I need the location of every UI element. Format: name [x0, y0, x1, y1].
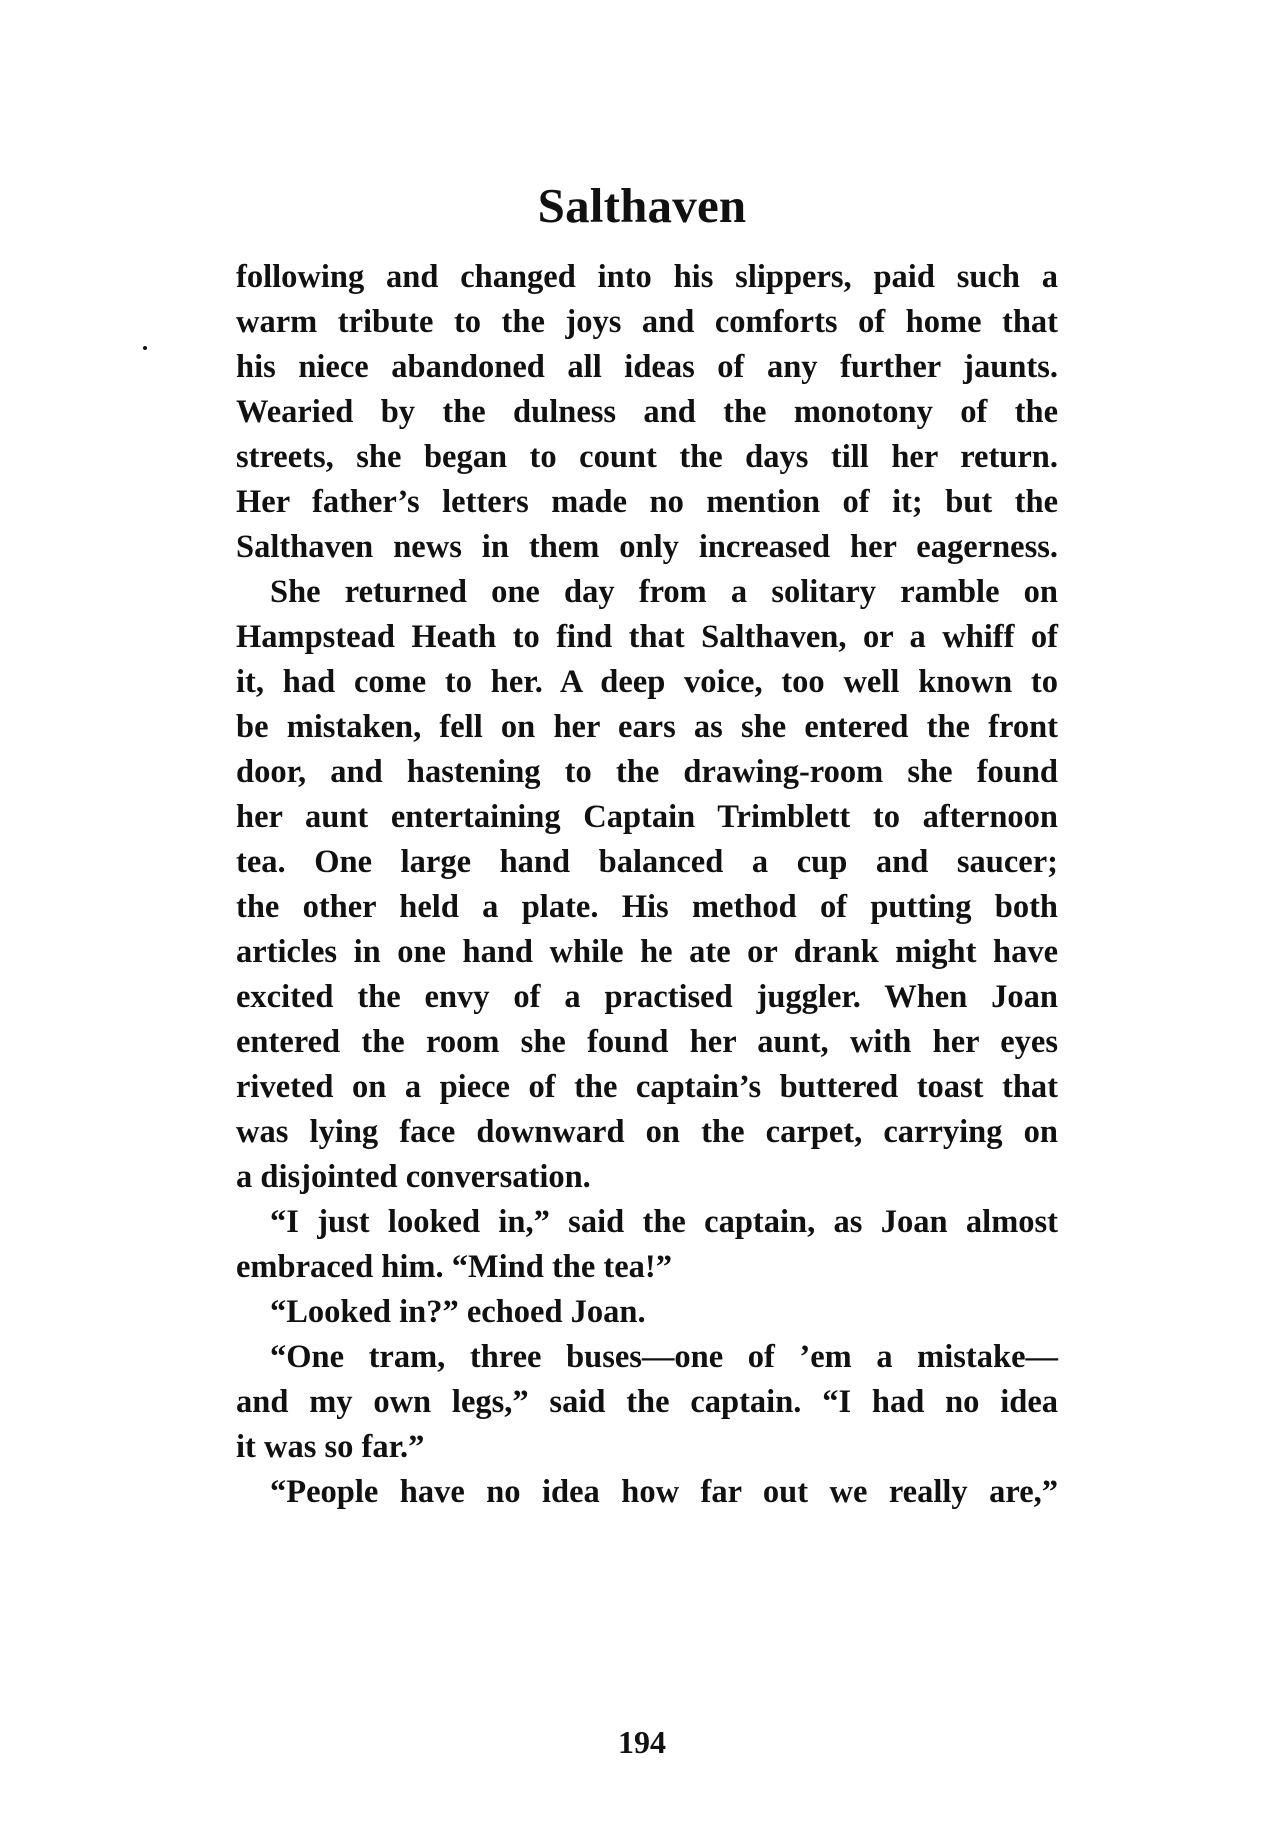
paragraph-end-line: embraced him. “Mind the tea!”: [236, 1249, 672, 1285]
text-line: Wearied by the dulness and the monotony of the: [236, 394, 1058, 430]
text-line: Salthaven news in them only increased her eagerness.: [236, 529, 1058, 565]
paragraph-start-line: “People have no idea how far out we really are,”: [270, 1474, 1058, 1510]
paragraph-start-line: “I just looked in,” said the captain, as Joan almost: [270, 1204, 1058, 1240]
text-line: entered the room she found her aunt, with her eyes: [236, 1024, 1058, 1060]
text-line: warm tribute to the joys and comforts of home that: [236, 304, 1058, 340]
text-line: streets, she began to count the days till her return.: [236, 439, 1058, 475]
margin-speck: [143, 346, 147, 350]
text-line: excited the envy of a practised juggler. When Joan: [236, 979, 1058, 1015]
text-line: tea. One large hand balanced a cup and saucer;: [236, 844, 1058, 880]
text-line: Hampstead Heath to find that Salthaven, or a whiff of: [236, 619, 1058, 655]
text-line: following and changed into his slippers, paid such a: [236, 259, 1058, 295]
page-number: 194: [618, 1724, 666, 1760]
text-line: be mistaken, fell on her ears as she entered the front: [236, 709, 1058, 745]
paragraph-start-line: She returned one day from a solitary ramble on: [270, 574, 1058, 610]
paragraph-end-line: it was so far.”: [236, 1429, 425, 1465]
body-text: [236, 255, 1058, 1515]
text-line: the other held a plate. His method of putting both: [236, 889, 1058, 925]
text-line: it, had come to her. A deep voice, too well known to: [236, 664, 1058, 700]
text-line: his niece abandoned all ideas of any further jaunts.: [236, 349, 1058, 385]
paragraph-start-line: “One tram, three buses—one of ’em a mistake—: [270, 1339, 1058, 1375]
text-line: articles in one hand while he ate or drank might have: [236, 934, 1058, 970]
text-line: was lying face downward on the carpet, carrying on: [236, 1114, 1058, 1150]
text-line: door, and hastening to the drawing-room she found: [236, 754, 1058, 790]
text-line: Her father’s letters made no mention of it; but the: [236, 484, 1058, 520]
text-line: and my own legs,” said the captain. “I had no idea: [236, 1384, 1058, 1420]
text-line: riveted on a piece of the captain’s buttered toast that: [236, 1069, 1058, 1105]
paragraph-end-line: a disjointed conversation.: [236, 1159, 591, 1195]
text-line: her aunt entertaining Captain Trimblett to afternoon: [236, 799, 1058, 835]
paragraph-line: “Looked in?” echoed Joan.: [270, 1294, 646, 1330]
running-title: Salthaven: [537, 178, 747, 233]
